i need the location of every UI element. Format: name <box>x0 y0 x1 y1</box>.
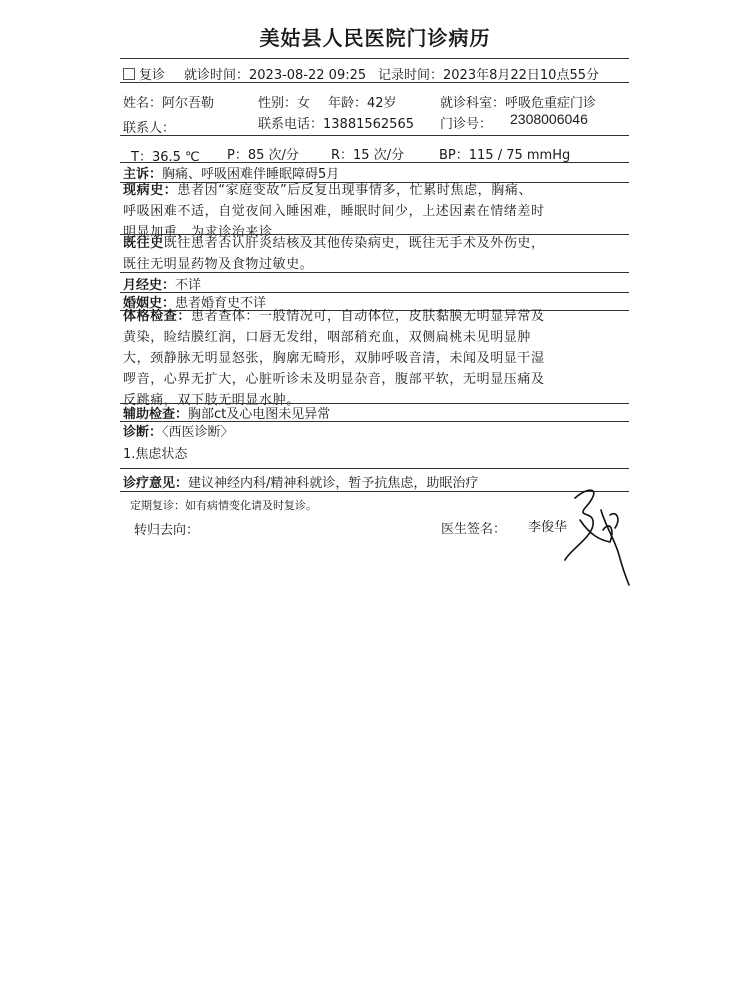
visit-time: 就诊时间：2023-08-22 09:25 <box>184 68 367 83</box>
chief-complaint: 主诉：胸痛、呼吸困难伴睡眠障碍5月 <box>123 167 340 182</box>
past-history: 既往史既往患者否认肝炎结核及其他传染病史，既往无手术及外伤史， 既往无明显药物及食物过敏史。 <box>123 236 545 272</box>
record-time: 记录时间：2023年8月22日10点55分 <box>378 68 599 83</box>
diagnosis-item: 1.焦虑状态 <box>123 447 188 462</box>
clinic-number-label: 门诊号： <box>440 117 493 132</box>
handwritten-signature <box>555 480 635 590</box>
revisit-label: 复诊 <box>139 68 166 83</box>
patient-age: 年龄：42岁 <box>328 96 397 111</box>
contact-phone: 联系电话：13881562565 <box>258 117 414 132</box>
divider <box>120 468 629 469</box>
patient-gender: 性别：女 <box>258 96 311 111</box>
visit-row <box>123 64 165 83</box>
divider <box>120 272 629 273</box>
patient-name: 姓名：阿尔吾勒 <box>123 96 215 111</box>
clinic-number: 2308006046 <box>510 111 588 127</box>
divider <box>120 58 629 59</box>
marital-history: 婚姻史：患者婚育史不详 <box>123 296 267 311</box>
divider <box>120 135 629 136</box>
divider <box>120 82 629 83</box>
referral-label: 转归去向： <box>134 523 200 538</box>
doctor-name: 李俊华 <box>528 520 568 535</box>
divider <box>120 491 629 492</box>
doctor-signature-label: 医生签名： <box>441 522 507 537</box>
menstrual-history: 月经史：不详 <box>123 278 202 293</box>
vital-respiration: R：15 次/分 <box>331 148 405 163</box>
physical-exam: 体格检查：患者查体：一般情况可，自动体位，皮肤黏膜无明显异常及 黄染，睑结膜红润，口唇无发绀，咽部稍充血，双侧扁桃未见明显肿 大，颈静脉无明显怒张，胸廓无畸形，双肺呼吸音清，未闻及明显干湿 啰音，心界无扩大，心脏听诊未及明显杂音，腹部平软，无明显压痛及 反跳痛，双下肢无明显水肿。 <box>123 309 545 408</box>
vital-blood-pressure: BP：115 / 75 mmHg <box>439 148 571 163</box>
revisit-checkbox[interactable] <box>123 68 135 80</box>
auxiliary-exam: 辅助检查：胸部ct及心电图未见异常 <box>123 407 331 422</box>
contact-person: 联系人： <box>123 121 176 136</box>
diagnosis-header: 诊断：〈西医诊断〉 <box>123 425 234 440</box>
page-title: 美姑县人民医院门诊病历 <box>259 26 491 50</box>
department: 就诊科室：呼吸危重症门诊 <box>440 96 597 111</box>
vital-pulse: P：85 次/分 <box>227 148 299 163</box>
follow-up-note: 定期复诊：如有病情变化请及时复诊。 <box>130 499 317 512</box>
present-illness: 现病史：患者因“家庭变故”后反复出现事情多，忙累时焦虑，胸痛、 呼吸困难不适，自觉夜间入睡困难，睡眠时间少，上述因素在情绪差时 明显加重，为求诊治来诊 <box>123 183 545 240</box>
treatment-advice: 诊疗意见：建议神经内科/精神科就诊，暂予抗焦虑，助眠治疗 <box>123 476 479 491</box>
vital-temperature: T：36.5 ℃ <box>131 150 200 165</box>
